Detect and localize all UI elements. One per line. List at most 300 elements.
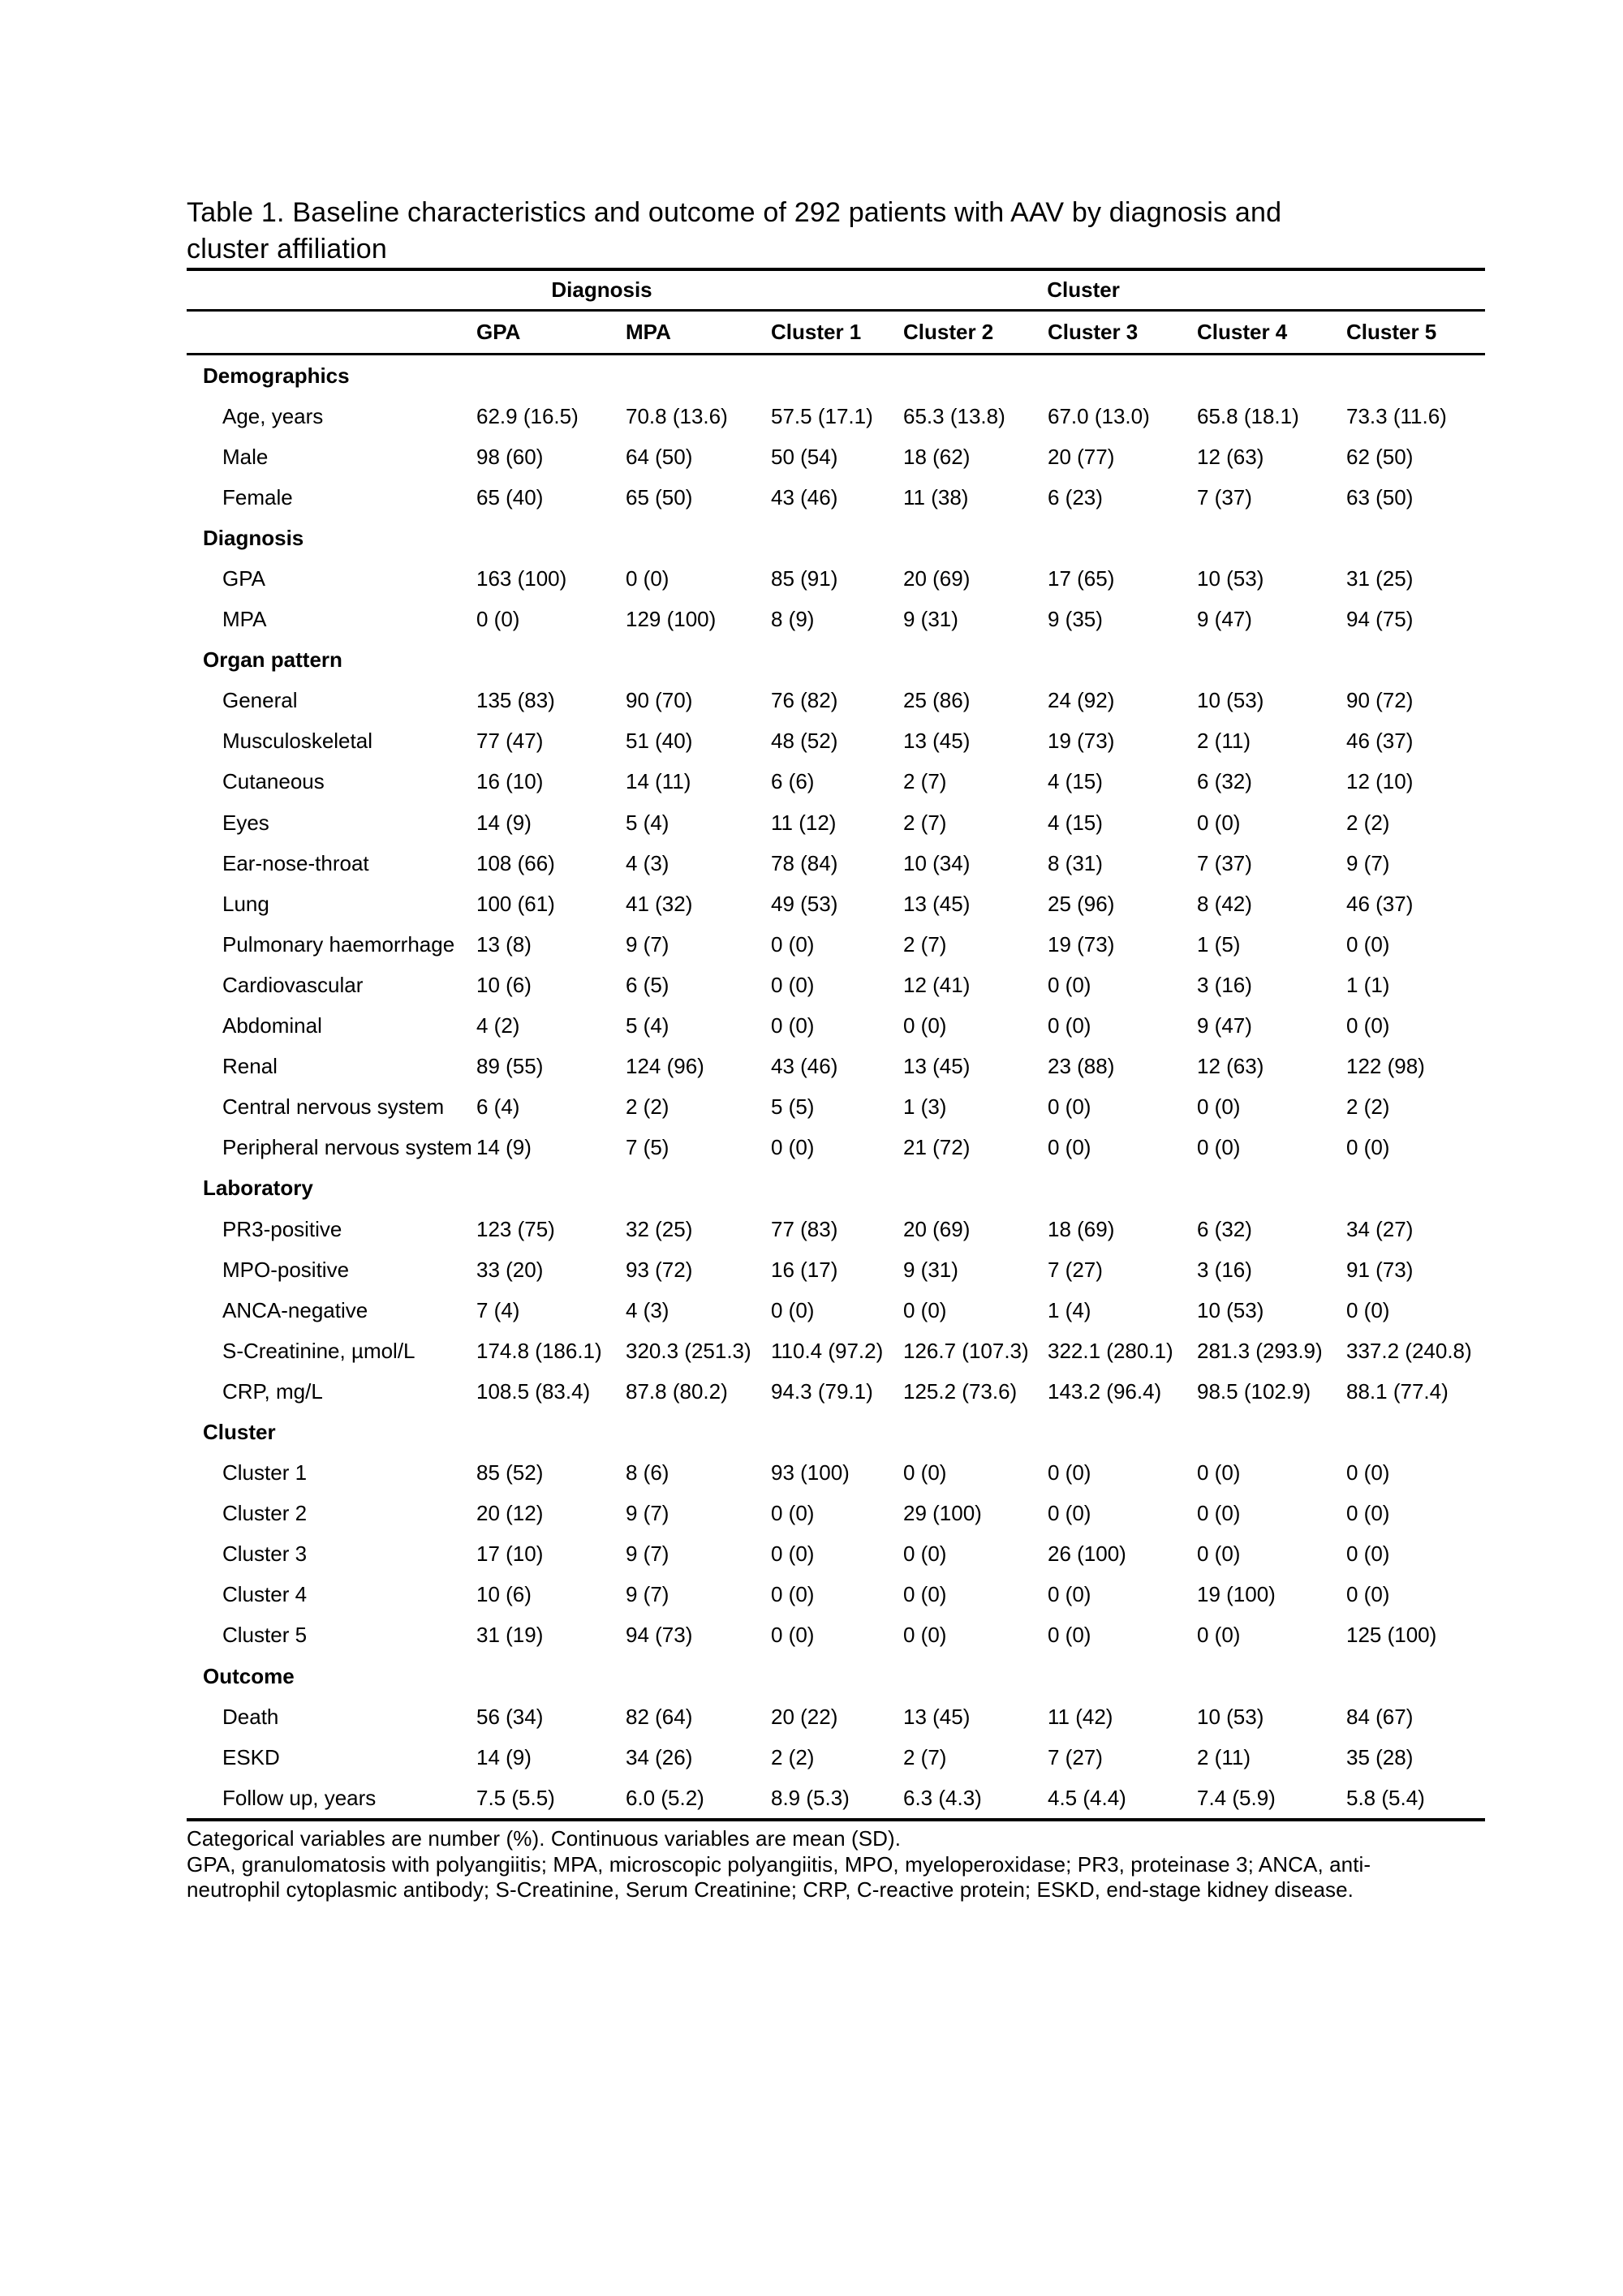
column-header-mpa: MPA (626, 311, 771, 355)
table-cell: 143.2 (96.4) (1048, 1378, 1162, 1404)
table-cell: 108.5 (83.4) (476, 1378, 591, 1404)
table-cell: 43 (46) (771, 484, 838, 510)
table-cell (626, 1168, 771, 1209)
table-cell: 9 (35) (1048, 607, 1103, 632)
table-cell: 0 (0) (1346, 1541, 1390, 1567)
table-row (187, 396, 1485, 436)
table-cell (476, 1168, 626, 1209)
table-cell: 18 (62) (903, 444, 971, 469)
table-row (187, 1087, 1485, 1128)
table-cell: 14 (9) (476, 810, 532, 835)
table-cell (903, 1168, 1048, 1209)
table-row (187, 436, 1485, 477)
table-cell: 0 (0) (903, 1460, 947, 1486)
group-header-row (187, 269, 1485, 311)
table-cell: 110.4 (97.2) (771, 1338, 884, 1363)
table-row (187, 477, 1485, 518)
table-cell: 19 (100) (1197, 1582, 1276, 1607)
row-label: Death (222, 1704, 279, 1729)
table-cell (1197, 518, 1346, 558)
table-cell: 19 (73) (1048, 729, 1115, 754)
table-cell: 0 (0) (1048, 1460, 1091, 1486)
row-label: Musculoskeletal (222, 729, 372, 754)
table-cell: 20 (69) (903, 566, 971, 591)
table-row (187, 1737, 1485, 1778)
table-cell (1048, 1412, 1197, 1452)
table-block (187, 195, 1485, 1903)
table-cell: 1 (3) (903, 1094, 947, 1120)
table-cell: 9 (47) (1197, 1013, 1252, 1038)
table-cell: 5.8 (5.4) (1346, 1785, 1425, 1810)
table-cell: 4 (3) (626, 850, 669, 875)
table-cell: 6 (6) (771, 769, 815, 794)
table-cell: 4 (2) (476, 1013, 520, 1038)
row-label: PR3-positive (222, 1216, 342, 1241)
table-cell: 135 (83) (476, 688, 555, 713)
table-row (187, 1575, 1485, 1615)
table-cell: 57.5 (17.1) (771, 403, 873, 428)
table-row (187, 1453, 1485, 1494)
table-cell (1346, 1168, 1485, 1209)
table-cell: 34 (27) (1346, 1216, 1414, 1241)
table-footnotes (187, 1826, 1485, 1903)
table-cell: 65 (40) (476, 484, 544, 510)
table-cell: 0 (0) (1346, 1297, 1390, 1322)
table-cell: 10 (6) (476, 972, 532, 997)
table-cell: 0 (0) (771, 1541, 815, 1567)
table-cell: 33 (20) (476, 1257, 544, 1282)
section-label: Demographics (203, 363, 350, 388)
table-cell: 77 (47) (476, 729, 544, 754)
table-cell: 3 (16) (1197, 972, 1252, 997)
column-header-cluster3: Cluster 3 (1048, 311, 1197, 355)
table-cell: 19 (73) (1048, 931, 1115, 957)
table-cell: 13 (45) (903, 891, 971, 916)
table-cell: 84 (67) (1346, 1704, 1414, 1729)
row-label: Cluster 1 (222, 1460, 308, 1486)
table-cell: 0 (0) (1048, 1094, 1091, 1120)
table-cell: 12 (41) (903, 972, 971, 997)
table-cell: 0 (0) (771, 1013, 815, 1038)
table-cell: 98.5 (102.9) (1197, 1378, 1311, 1404)
table-row (187, 884, 1485, 924)
row-label: Cluster 5 (222, 1623, 308, 1648)
table-cell: 0 (0) (1048, 1623, 1091, 1648)
footnote-line: neutrophil cytoplasmic antibody; S-Creatinine, Serum Creatinine; CRP, C-reactive protein; ESKD, end-stage kidney disease. (187, 1877, 1354, 1903)
table-cell: 9 (7) (626, 1501, 669, 1526)
table-cell: 17 (65) (1048, 566, 1115, 591)
table-cell: 31 (19) (476, 1623, 544, 1648)
table-cell: 62.9 (16.5) (476, 403, 579, 428)
table-cell: 10 (53) (1197, 688, 1264, 713)
table-cell: 51 (40) (626, 729, 693, 754)
table-cell (1048, 518, 1197, 558)
table-cell: 14 (9) (476, 1744, 532, 1769)
table-row (187, 1494, 1485, 1534)
table-cell: 0 (0) (771, 972, 815, 997)
table-cell: 0 (0) (771, 931, 815, 957)
table-cell: 7 (37) (1197, 850, 1252, 875)
table-cell: 20 (22) (771, 1704, 838, 1729)
table-cell: 1 (1) (1346, 972, 1390, 997)
table-cell (1346, 1412, 1485, 1452)
column-header-cluster4: Cluster 4 (1197, 311, 1346, 355)
section-row (187, 1412, 1485, 1452)
table-cell: 20 (12) (476, 1501, 544, 1526)
table-cell: 73.3 (11.6) (1346, 403, 1447, 428)
table-cell: 13 (8) (476, 931, 532, 957)
table-cell: 23 (88) (1048, 1054, 1115, 1079)
table-cell: 2 (11) (1197, 1744, 1251, 1769)
table-cell: 0 (0) (903, 1623, 947, 1648)
table-cell: 2 (7) (903, 810, 947, 835)
table-row (187, 1331, 1485, 1371)
table-cell (1048, 355, 1197, 397)
table-cell: 163 (100) (476, 566, 567, 591)
table-cell (1346, 640, 1485, 681)
table-cell: 0 (0) (1346, 1460, 1390, 1486)
column-header-row (187, 311, 1485, 355)
table-cell: 4 (15) (1048, 769, 1103, 794)
table-cell (771, 1656, 903, 1696)
table-cell: 8 (9) (771, 607, 815, 632)
table-cell: 0 (0) (1048, 972, 1091, 997)
section-label: Laboratory (203, 1176, 313, 1201)
table-cell: 11 (12) (771, 810, 837, 835)
table-cell: 64 (50) (626, 444, 693, 469)
table-cell: 0 (0) (903, 1013, 947, 1038)
table-cell: 7.4 (5.9) (1197, 1785, 1276, 1810)
row-label: Eyes (222, 810, 269, 835)
table-cell: 174.8 (186.1) (476, 1338, 602, 1363)
table-cell: 0 (0) (1197, 810, 1241, 835)
table-cell: 3 (16) (1197, 1257, 1252, 1282)
table-cell: 0 (0) (476, 607, 520, 632)
table-cell: 65 (50) (626, 484, 693, 510)
table-cell (476, 1412, 626, 1452)
table-cell (1048, 640, 1197, 681)
table-cell: 4 (3) (626, 1297, 669, 1322)
table-cell (626, 1656, 771, 1696)
table-cell (1048, 1656, 1197, 1696)
table-cell (903, 1412, 1048, 1452)
table-cell: 85 (52) (476, 1460, 544, 1486)
table-cell (1197, 355, 1346, 397)
table-cell: 9 (31) (903, 607, 958, 632)
table-cell: 5 (5) (771, 1094, 815, 1120)
table-cell: 77 (83) (771, 1216, 838, 1241)
table-cell: 35 (28) (1346, 1744, 1414, 1769)
table-cell: 6.0 (5.2) (626, 1785, 704, 1810)
table-row (187, 681, 1485, 721)
table-cell: 14 (11) (626, 769, 691, 794)
table-cell: 13 (45) (903, 1704, 971, 1729)
table-cell: 21 (72) (903, 1135, 971, 1160)
row-label: Ear-nose-throat (222, 850, 369, 875)
table-cell: 4.5 (4.4) (1048, 1785, 1126, 1810)
table-cell: 29 (100) (903, 1501, 982, 1526)
table-cell: 108 (66) (476, 850, 555, 875)
table-cell (1346, 355, 1485, 397)
table-row (187, 1778, 1485, 1820)
row-label: Central nervous system (222, 1094, 445, 1120)
section-row (187, 1168, 1485, 1209)
row-label: Cutaneous (222, 769, 325, 794)
table-cell: 0 (0) (903, 1297, 947, 1322)
row-label: Peripheral nervous system (222, 1135, 472, 1160)
table-cell: 125.2 (73.6) (903, 1378, 1018, 1404)
table-cell: 0 (0) (771, 1501, 815, 1526)
table-cell: 0 (0) (771, 1623, 815, 1648)
table-cell: 56 (34) (476, 1704, 544, 1729)
table-row (187, 1290, 1485, 1331)
table-cell: 7 (37) (1197, 484, 1252, 510)
table-cell: 281.3 (293.9) (1197, 1338, 1323, 1363)
table-cell: 0 (0) (1346, 931, 1390, 957)
table-cell: 2 (7) (903, 1744, 947, 1769)
row-label: Follow up, years (222, 1785, 377, 1810)
section-row (187, 518, 1485, 558)
table-cell: 46 (37) (1346, 891, 1414, 916)
table-cell: 20 (69) (903, 1216, 971, 1241)
table-cell: 9 (7) (1346, 850, 1390, 875)
table-cell: 0 (0) (1346, 1501, 1390, 1526)
table-cell: 91 (73) (1346, 1257, 1414, 1282)
table-cell: 12 (63) (1197, 444, 1264, 469)
table-cell: 320.3 (251.3) (626, 1338, 751, 1363)
table-cell: 10 (53) (1197, 1704, 1264, 1729)
table-cell (626, 1412, 771, 1452)
table-cell: 337.2 (240.8) (1346, 1338, 1472, 1363)
table-cell: 94 (75) (1346, 607, 1414, 632)
table-cell: 31 (25) (1346, 566, 1414, 591)
table-cell: 9 (7) (626, 931, 669, 957)
table-cell: 89 (55) (476, 1054, 544, 1079)
table-row (187, 1371, 1485, 1412)
row-label: CRP, mg/L (222, 1378, 323, 1404)
table-cell (626, 640, 771, 681)
table-cell (771, 355, 903, 397)
table-cell: 129 (100) (626, 607, 717, 632)
table-cell: 9 (7) (626, 1541, 669, 1567)
table-cell: 76 (82) (771, 688, 838, 713)
table-cell: 9 (47) (1197, 607, 1252, 632)
row-label: Abdominal (222, 1013, 322, 1038)
table-cell: 100 (61) (476, 891, 555, 916)
table-cell: 16 (10) (476, 769, 544, 794)
table-cell: 90 (70) (626, 688, 693, 713)
row-label: MPA (222, 607, 267, 632)
table-cell: 25 (96) (1048, 891, 1115, 916)
table-cell: 8 (42) (1197, 891, 1252, 916)
table-cell (476, 1656, 626, 1696)
table-row (187, 762, 1485, 802)
table-cell: 34 (26) (626, 1744, 693, 1769)
table-cell: 2 (2) (771, 1744, 815, 1769)
table-row (187, 721, 1485, 762)
table-cell (903, 640, 1048, 681)
table-cell (1048, 1168, 1197, 1209)
table-cell: 63 (50) (1346, 484, 1414, 510)
table-cell: 0 (0) (1197, 1094, 1241, 1120)
table-cell: 6 (4) (476, 1094, 520, 1120)
table-cell (1346, 1656, 1485, 1696)
table-cell: 7 (5) (626, 1135, 669, 1160)
table-cell: 0 (0) (771, 1297, 815, 1322)
row-label: Cluster 4 (222, 1582, 308, 1607)
table-cell (1197, 1168, 1346, 1209)
table-cell: 6 (32) (1197, 769, 1252, 794)
table-cell: 18 (69) (1048, 1216, 1115, 1241)
row-label: ANCA-negative (222, 1297, 368, 1322)
table-cell: 9 (7) (626, 1582, 669, 1607)
table-cell (626, 518, 771, 558)
table-row (187, 1047, 1485, 1087)
section-row (187, 355, 1485, 397)
table-cell: 7 (4) (476, 1297, 520, 1322)
table-cell: 94.3 (79.1) (771, 1378, 873, 1404)
table-cell: 87.8 (80.2) (626, 1378, 728, 1404)
table-cell: 10 (34) (903, 850, 971, 875)
column-header-cluster5: Cluster 5 (1346, 311, 1485, 355)
row-label: Pulmonary haemorrhage (222, 931, 455, 957)
row-label: ESKD (222, 1744, 280, 1769)
group-header-diagnosis: Diagnosis (476, 269, 771, 311)
table-row (187, 802, 1485, 843)
row-label: Cluster 2 (222, 1501, 308, 1526)
table-cell: 0 (0) (771, 1582, 815, 1607)
table-cell: 17 (10) (476, 1541, 544, 1567)
row-label: GPA (222, 566, 265, 591)
table-cell: 125 (100) (1346, 1623, 1437, 1648)
table-cell (476, 355, 626, 397)
row-label: Female (222, 484, 293, 510)
table-row (187, 965, 1485, 1005)
table-title (187, 195, 1485, 268)
table-cell: 2 (11) (1197, 729, 1251, 754)
row-label: Cardiovascular (222, 972, 364, 997)
table-cell: 0 (0) (1048, 1013, 1091, 1038)
table-cell: 10 (53) (1197, 1297, 1264, 1322)
table-cell: 88.1 (77.4) (1346, 1378, 1449, 1404)
table-cell: 2 (2) (626, 1094, 669, 1120)
table-cell: 4 (15) (1048, 810, 1103, 835)
table-row (187, 1615, 1485, 1656)
table-cell (1346, 518, 1485, 558)
table-cell: 65.8 (18.1) (1197, 403, 1299, 428)
section-row (187, 1656, 1485, 1696)
table-cell (1197, 640, 1346, 681)
table-title-line2: cluster affiliation (187, 234, 387, 264)
table-row (187, 924, 1485, 965)
table-cell: 24 (92) (1048, 688, 1115, 713)
table-cell: 50 (54) (771, 444, 838, 469)
table-cell: 16 (17) (771, 1257, 838, 1282)
section-label: Diagnosis (203, 525, 304, 550)
table-header (187, 269, 1485, 355)
table-cell: 0 (0) (903, 1582, 947, 1607)
table-cell: 48 (52) (771, 729, 838, 754)
row-label: Male (222, 444, 269, 469)
table-cell: 94 (73) (626, 1623, 693, 1648)
column-header-cluster2: Cluster 2 (903, 311, 1048, 355)
section-label: Cluster (203, 1419, 276, 1444)
table-row (187, 1249, 1485, 1290)
stub-cell (187, 269, 476, 311)
table-row (187, 843, 1485, 884)
table-cell (476, 640, 626, 681)
table-cell: 13 (45) (903, 729, 971, 754)
table-cell: 0 (0) (626, 566, 669, 591)
table-cell: 2 (2) (1346, 810, 1390, 835)
table-cell: 93 (100) (771, 1460, 850, 1486)
table-cell: 0 (0) (903, 1541, 947, 1567)
table-cell: 322.1 (280.1) (1048, 1338, 1173, 1363)
table-cell: 6 (5) (626, 972, 669, 997)
table-cell: 2 (7) (903, 931, 947, 957)
footnote-line: Categorical variables are number (%). Continuous variables are mean (SD). (187, 1826, 902, 1851)
table-cell: 0 (0) (1197, 1460, 1241, 1486)
table-cell: 11 (42) (1048, 1704, 1113, 1729)
table-cell: 10 (6) (476, 1582, 532, 1607)
row-label: Lung (222, 891, 269, 916)
table-cell: 32 (25) (626, 1216, 693, 1241)
table-cell: 0 (0) (771, 1135, 815, 1160)
table-cell: 1 (4) (1048, 1297, 1091, 1322)
table-cell: 123 (75) (476, 1216, 555, 1241)
table-cell: 62 (50) (1346, 444, 1414, 469)
table-cell: 25 (86) (903, 688, 971, 713)
table-cell: 90 (72) (1346, 688, 1414, 713)
table-cell: 98 (60) (476, 444, 544, 469)
table-cell: 2 (7) (903, 769, 947, 794)
table-cell: 0 (0) (1048, 1135, 1091, 1160)
row-label: S-Creatinine, µmol/L (222, 1338, 415, 1363)
table-cell (626, 355, 771, 397)
table-cell (1197, 1412, 1346, 1452)
table-cell: 43 (46) (771, 1054, 838, 1079)
table-cell: 10 (53) (1197, 566, 1264, 591)
table-cell (476, 518, 626, 558)
table-row (187, 600, 1485, 640)
table-cell: 0 (0) (1048, 1501, 1091, 1526)
table-row (187, 1696, 1485, 1737)
table-cell: 6.3 (4.3) (903, 1785, 982, 1810)
table-cell: 126.7 (107.3) (903, 1338, 1029, 1363)
section-label: Organ pattern (203, 647, 342, 673)
row-label: Cluster 3 (222, 1541, 308, 1567)
table-cell (1197, 1656, 1346, 1696)
table-cell: 41 (32) (626, 891, 693, 916)
table-cell: 0 (0) (1197, 1541, 1241, 1567)
table-cell: 0 (0) (1346, 1582, 1390, 1607)
table-cell (771, 1412, 903, 1452)
table-cell: 67.0 (13.0) (1048, 403, 1150, 428)
table-row (187, 558, 1485, 599)
footnote-line: GPA, granulomatosis with polyangiitis; MPA, microscopic polyangiitis, MPO, myeloperoxidase; PR3, proteinase 3; ANCA, anti- (187, 1851, 1371, 1877)
table-cell: 5 (4) (626, 810, 669, 835)
section-label: Outcome (203, 1663, 295, 1688)
table-cell: 65.3 (13.8) (903, 403, 1005, 428)
table-cell: 7 (27) (1048, 1257, 1103, 1282)
table-cell: 78 (84) (771, 850, 838, 875)
row-label: General (222, 688, 298, 713)
table-title-line1: Table 1. Baseline characteristics and outcome of 292 patients with AAV by diagnosis and (187, 197, 1282, 228)
table-cell: 6 (32) (1197, 1216, 1252, 1241)
table-cell: 85 (91) (771, 566, 838, 591)
table-cell: 7.5 (5.5) (476, 1785, 555, 1810)
table-cell: 0 (0) (1048, 1582, 1091, 1607)
